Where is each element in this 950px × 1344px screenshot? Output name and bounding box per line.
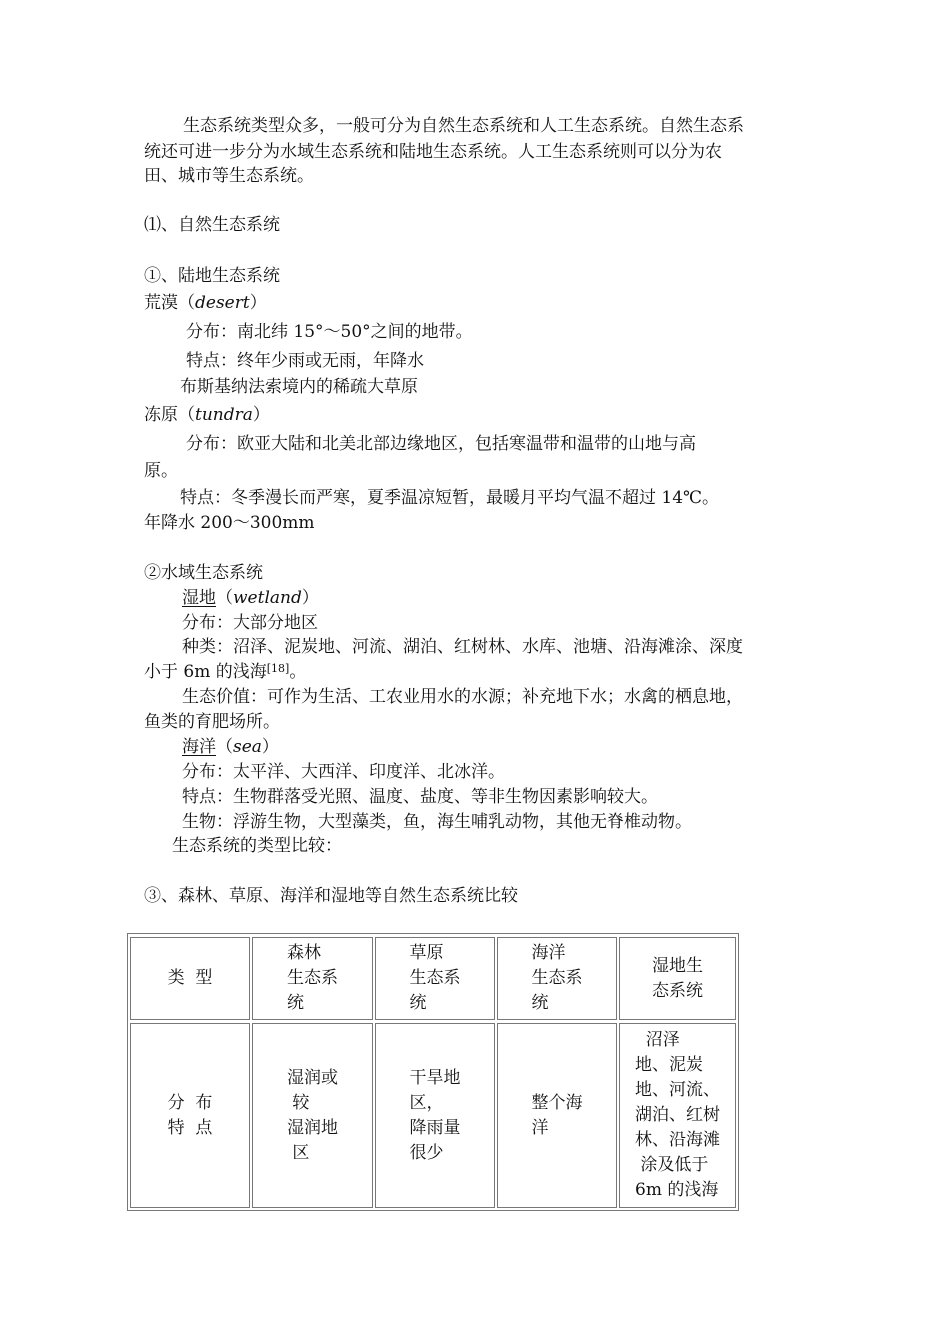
wetland-value-line-1: 生态价值：可作为生活、工农业用水的水源；补充地下水；水禽的栖息地， bbox=[182, 687, 743, 707]
table-cell-distribution-label-text: 分 布 特 点 bbox=[167, 1092, 213, 1138]
table-cell-wetland-text: 沼泽 地、泥炭 地、河流、 湖泊、红树 林、沿海滩 涂及低于 6m 的浅海 bbox=[635, 1030, 720, 1200]
table-cell-distribution-label bbox=[130, 1023, 250, 1208]
tundra-close: ） bbox=[252, 405, 270, 425]
reference-marker: [18] bbox=[266, 662, 290, 675]
table-cell-grassland-text: 干旱地 区， 降雨量 很少 bbox=[409, 1067, 461, 1163]
wetland-title bbox=[182, 586, 319, 611]
comparison-table bbox=[127, 933, 739, 1211]
wetland-distribution: 分布：大部分地区 bbox=[182, 613, 318, 633]
wetland-types-line-2 bbox=[144, 660, 306, 685]
comparison-intro: 生态系统的类型比较： bbox=[172, 836, 342, 856]
sea-open: （ bbox=[216, 737, 233, 757]
natural-ecosystem-heading: ⑴、自然生态系统 bbox=[144, 215, 280, 235]
tundra-en-name: tundra bbox=[195, 405, 253, 425]
sea-title bbox=[182, 735, 279, 760]
sea-close: ） bbox=[261, 737, 279, 757]
table-header-type bbox=[130, 937, 250, 1020]
intro-line-2: 统还可进一步分为水域生态系统和陆地生态系统。人工生态系统则可以分为农 bbox=[144, 142, 722, 162]
table-header-wetland bbox=[619, 937, 736, 1020]
table-cell-ocean-text: 整个海 洋 bbox=[531, 1092, 583, 1138]
desert-en-name: desert bbox=[195, 293, 250, 313]
table-header-type-text: 类 型 bbox=[167, 968, 213, 988]
table-header-forest bbox=[252, 937, 373, 1020]
table-header-wetland-text: 湿地生 态系统 bbox=[652, 955, 703, 1001]
tundra-title bbox=[144, 403, 270, 428]
desert-name: 荒漠（ bbox=[144, 293, 195, 313]
tundra-features-line-1: 特点：冬季漫长而严寒，夏季温凉短暂，最暖月平均气温不超过 14℃。 bbox=[180, 488, 720, 508]
wetland-en-name: wetland bbox=[233, 588, 302, 608]
wetland-close: ） bbox=[301, 588, 319, 608]
wetland-types-line-1: 种类：沼泽、泥炭地、河流、湖泊、红树林、水库、池塘、沿海滩涂、深度 bbox=[182, 637, 743, 657]
wetland-name: 湿地 bbox=[182, 588, 216, 608]
table-header-ocean bbox=[497, 937, 617, 1020]
wetland-value-line-2: 鱼类的育肥场所。 bbox=[144, 712, 280, 732]
sea-distribution: 分布：太平洋、大西洋、印度洋、北冰洋。 bbox=[182, 762, 505, 782]
table-cell-ocean bbox=[497, 1023, 617, 1208]
comparison-heading: ③、森林、草原、海洋和湿地等自然生态系统比较 bbox=[144, 886, 518, 906]
desert-title bbox=[144, 291, 267, 316]
sea-organisms: 生物：浮游生物，大型藻类，鱼，海生哺乳动物，其他无脊椎动物。 bbox=[182, 812, 692, 832]
desert-example: 布斯基纳法索境内的稀疏大草原 bbox=[180, 377, 418, 397]
intro-line-3: 田、城市等生态系统。 bbox=[144, 166, 314, 186]
table-cell-forest-text: 湿润或 较 湿润地 区 bbox=[287, 1067, 338, 1163]
tundra-name: 冻原（ bbox=[144, 405, 195, 425]
table-header-forest-text: 森林 生态系 统 bbox=[287, 943, 338, 1013]
water-ecosystem-heading: ②水域生态系统 bbox=[144, 563, 263, 583]
tundra-distribution-line-2: 原。 bbox=[144, 461, 178, 481]
sea-features: 特点：生物群落受光照、温度、盐度、等非生物因素影响较大。 bbox=[182, 787, 658, 807]
wetland-open: （ bbox=[216, 588, 233, 608]
table-cell-wetland bbox=[619, 1023, 736, 1208]
table-cell-forest bbox=[252, 1023, 373, 1208]
table-header-ocean-text: 海洋 生态系 统 bbox=[531, 943, 583, 1013]
table-header-grassland bbox=[375, 937, 495, 1020]
desert-distribution: 分布：南北纬 15°～50°之间的地带。 bbox=[186, 322, 473, 342]
table-header-grassland-text: 草原 生态系 统 bbox=[409, 943, 461, 1013]
intro-line-1: 生态系统类型众多，一般可分为自然生态系统和人工生态系统。自然生态系 bbox=[183, 116, 744, 136]
wetland-types-text: 小于 6m 的浅海 bbox=[144, 662, 267, 682]
sea-en-name: sea bbox=[233, 737, 262, 757]
desert-close: ） bbox=[249, 293, 267, 313]
tundra-features-line-2: 年降水 200～300mm bbox=[144, 513, 315, 533]
tundra-distribution-line-1: 分布：欧亚大陆和北美北部边缘地区，包括寒温带和温带的山地与高 bbox=[186, 434, 696, 454]
sea-name: 海洋 bbox=[182, 737, 216, 757]
table-cell-grassland bbox=[375, 1023, 495, 1208]
desert-features: 特点：终年少雨或无雨，年降水 bbox=[186, 351, 424, 371]
wetland-types-end: 。 bbox=[289, 662, 307, 682]
land-ecosystem-heading: ①、陆地生态系统 bbox=[144, 266, 280, 286]
